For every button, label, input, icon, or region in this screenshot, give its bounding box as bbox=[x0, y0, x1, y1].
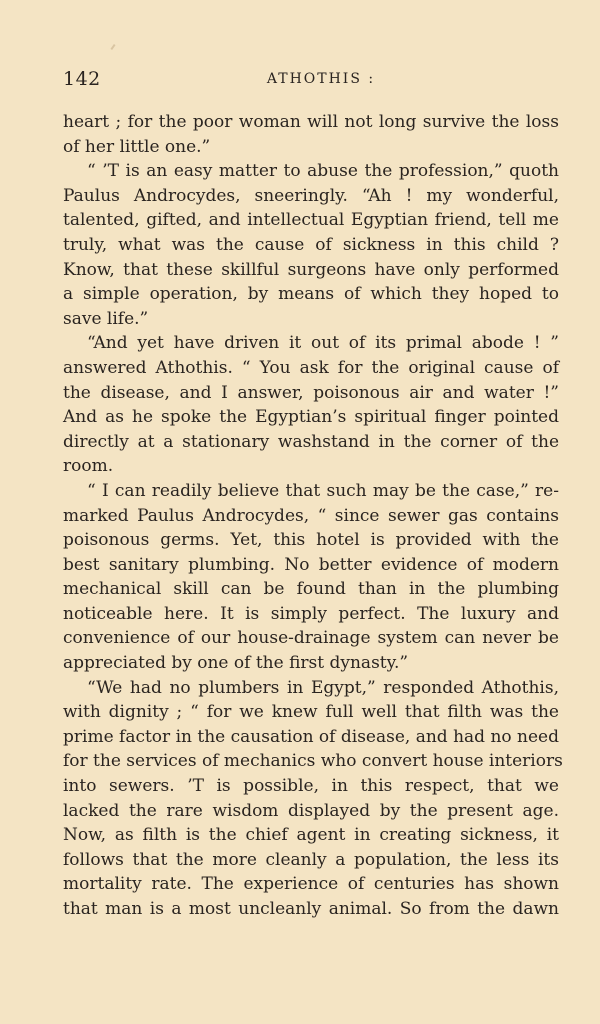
text-line: lacked the rare wisdom displayed by the present age. bbox=[63, 800, 559, 821]
text-line: the disease, and I answer, poisonous air and water !” bbox=[63, 382, 559, 403]
text-line: “And yet have driven it out of its primal abode ! ” bbox=[87, 333, 559, 354]
text-line: Now, as filth is the chief agent in creating sickness, it bbox=[63, 825, 559, 846]
running-head: ATHOTHIS : bbox=[266, 71, 376, 87]
text-line: mortality rate. The experience of centuries has shown bbox=[63, 874, 559, 895]
text-line: talented, gifted, and intellectual Egyptian friend, tell me bbox=[63, 210, 559, 231]
text-line: “We had no plumbers in Egypt,” responded Athothis, bbox=[87, 677, 559, 698]
text-line: best sanitary plumbing. No better evidence of modern bbox=[63, 554, 559, 575]
text-line: room. bbox=[63, 456, 114, 477]
text-line: follows that the more cleanly a population, the less its bbox=[63, 849, 559, 870]
text-line: Know, that these skillful surgeons have only performed bbox=[63, 259, 559, 280]
text-line: a simple operation, by means of which they hoped to bbox=[63, 284, 559, 305]
text-line: directly at a stationary washstand in the corner of the bbox=[63, 431, 559, 452]
text-line: “ I can readily believe that such may be the case,” re- bbox=[87, 480, 559, 501]
text-line: Paulus Androcydes, sneeringly. “Ah ! my wonderful, bbox=[63, 185, 559, 206]
page-number: 142 bbox=[63, 68, 101, 90]
text-line: save life.” bbox=[63, 308, 149, 329]
text-line: heart ; for the poor woman will not long survive the loss bbox=[63, 112, 559, 132]
paper-mark bbox=[110, 44, 115, 50]
text-line: marked Paulus Androcydes, “ since sewer gas contains bbox=[63, 505, 559, 526]
text-line: into sewers. ’T is possible, in this respect, that we bbox=[63, 776, 559, 797]
text-line: “ ’T is an easy matter to abuse the profession,” quoth bbox=[87, 161, 559, 182]
page-header bbox=[63, 68, 559, 92]
text-line: And as he spoke the Egyptian’s spiritual finger pointed bbox=[63, 407, 559, 428]
text-line: for the services of mechanics who convert house interiors bbox=[63, 751, 563, 772]
text-line: of her little one.” bbox=[63, 136, 211, 157]
text-line: convenience of our house-drainage system can never be bbox=[63, 628, 559, 649]
text-line: truly, what was the cause of sickness in this child ? bbox=[63, 234, 559, 255]
text-line: noticeable here. It is simply perfect. The luxury and bbox=[63, 603, 559, 624]
text-line: mechanical skill can be found than in the plumbing bbox=[63, 579, 559, 600]
text-line: poisonous germs. Yet, this hotel is provided with the bbox=[63, 530, 559, 551]
text-line: with dignity ; “ for we knew full well that filth was the bbox=[63, 702, 559, 723]
text-line: prime factor in the causation of disease, and had no need bbox=[63, 726, 559, 747]
text-line: that man is a most uncleanly animal. So from the dawn bbox=[63, 899, 559, 919]
text-line: appreciated by one of the first dynasty.” bbox=[63, 653, 409, 674]
body-text bbox=[63, 110, 563, 922]
text-line: answered Athothis. “ You ask for the original cause of bbox=[63, 357, 559, 378]
